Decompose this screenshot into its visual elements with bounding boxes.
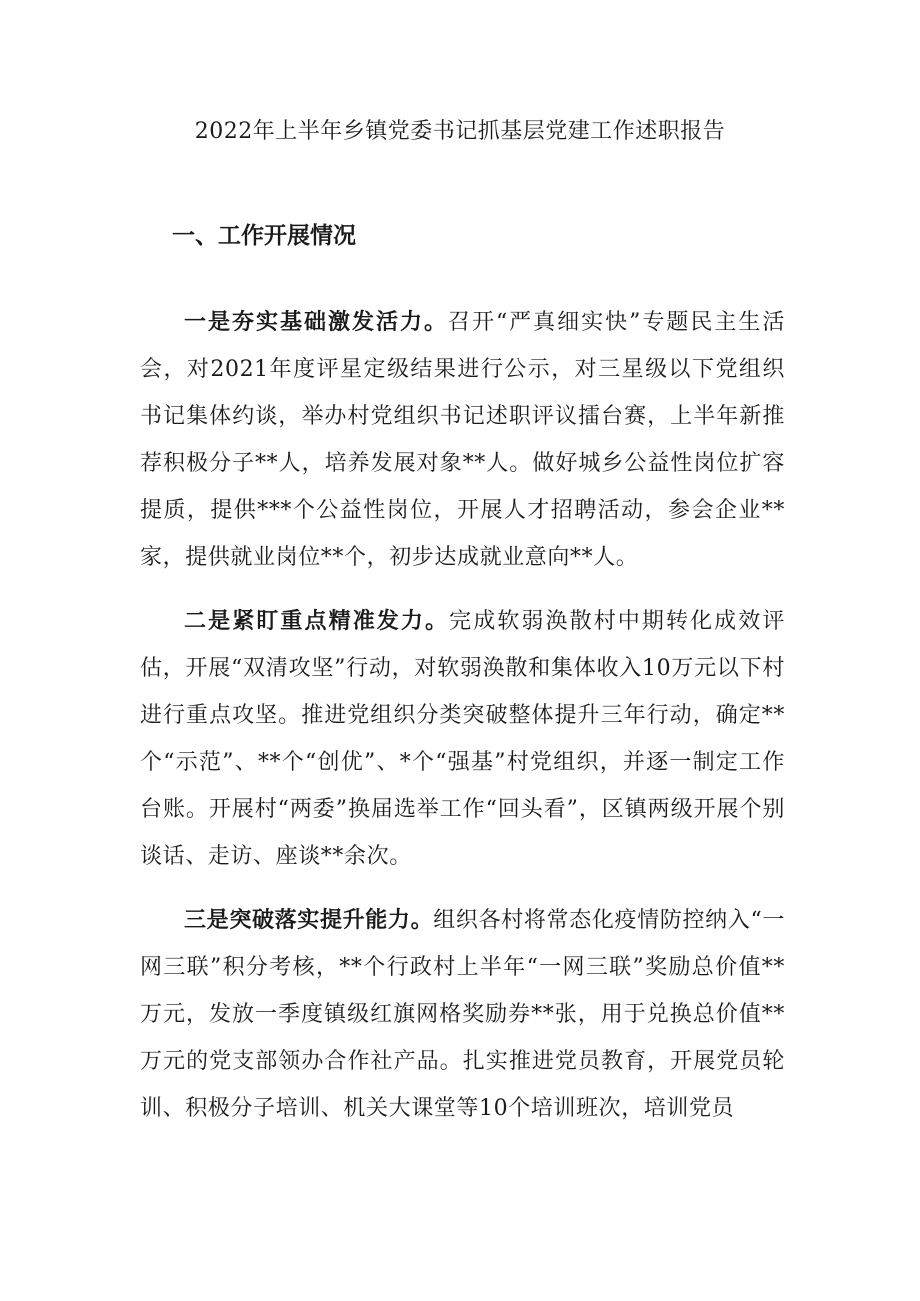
paragraph-3-body: 组织各村将常态化疫情防控纳入“一网三联”积分考核，**个行政村上半年“一网三联”奖励总价值**万元，发放一季度镇级红旗网格奖励券**张，用于兑换总价值**万元的党支部领办合作社产品。扎实推进党员教育，开展党员轮训、积极分子培训、机关大课堂等10个培训班次，培训党员 xyxy=(140,908,785,1121)
paragraph-3-lead: 三是突破落实提升能力。 xyxy=(184,907,434,933)
document-title: 2022年上半年乡镇党委书记抓基层党建工作述职报告 xyxy=(194,119,726,144)
paragraph-1 xyxy=(140,299,785,581)
section-heading: 一、工作开展情况 xyxy=(172,222,356,249)
paragraph-2 xyxy=(140,598,785,880)
paragraph-1-lead: 一是夯实基础激发活力。 xyxy=(184,309,448,335)
paragraph-2-body: 完成软弱涣散村中期转化成效评估，开展“双清攻坚”行动，对软弱涣散和集体收入10万元以下村进行重点攻坚。推进党组织分类突破整体提升三年行动，确定**个“示范”、**个“创优”、*个“强基”村党组织，并逐一制定工作台账。开展村“两委”换届选举工作“回头看”，区镇两级开展个别谈话、走访、座谈**余次。 xyxy=(140,609,785,869)
paragraph-3 xyxy=(140,897,785,1132)
paragraph-1-body: 召开“严真细实快”专题民主生活会，对2021年度评星定级结果进行公示，对三星级以下党组织书记集体约谈，举办村党组织书记述职评议擂台赛，上半年新推荐积极分子**人，培养发展对象**人。做好城乡公益性岗位扩容提质，提供***个公益性岗位，开展人才招聘活动，参会企业**家，提供就业岗位**个，初步达成就业意向**人。 xyxy=(140,310,785,570)
paragraph-2-lead: 二是紧盯重点精准发力。 xyxy=(184,608,450,634)
